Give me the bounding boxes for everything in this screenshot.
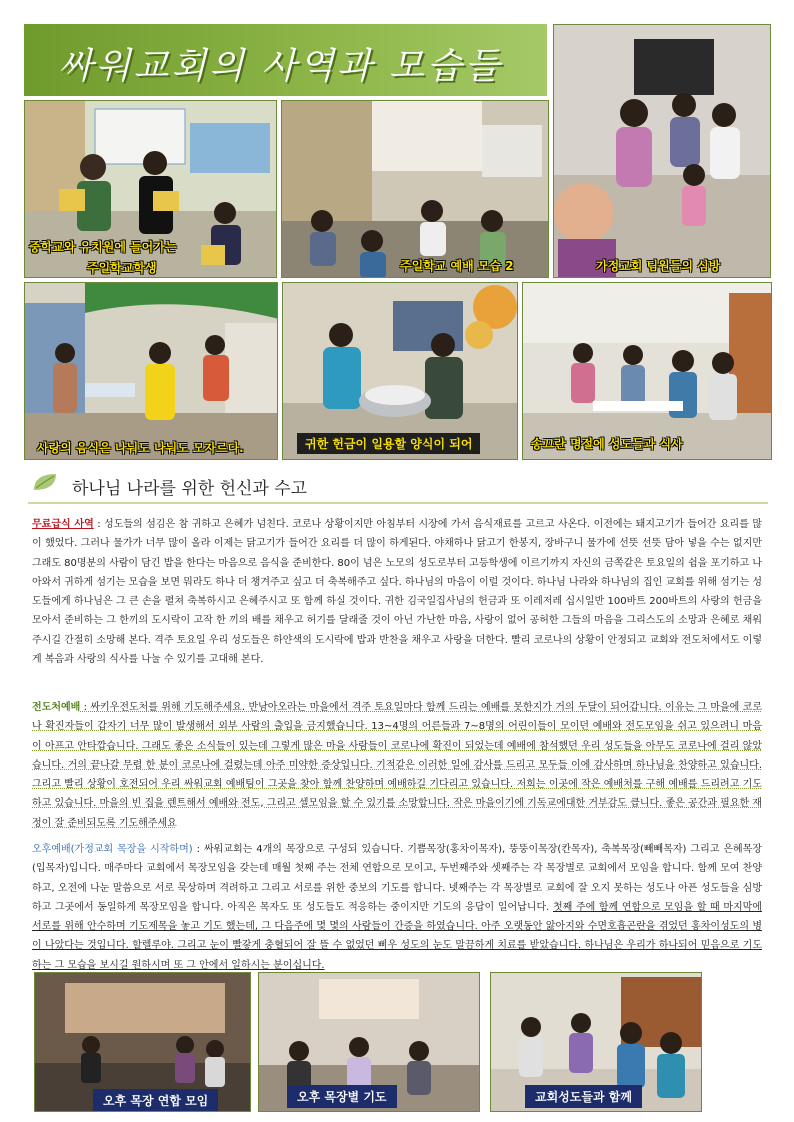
photo-house-church-visit xyxy=(553,24,771,278)
para-text: : 싸키우전도처를 위해 기도해주세요. 반남아오라는 마을에서 격주 토요일마다 함께 드리는 예배를 못한지가 거의 두달이 되어갑니다. 이유는 그 마을에 코로나 확진자들이 갑자기 너무 많이 발생해서 외부 사람의 출입을 금지했습니다. 13~4명의 어른들과 7~8명의 어린이들이 모이던 예배와 전도모임을 쉬고 있으려니 마음이 아프고 안타깝습니다. 그래도 좋은 소식들이 있는데 그렇게 많은 마을 사람들이 코로나에 확진이 되었는데 예배에 참석했던 우리 성도들을 아무도 코로나에 걸리 않았습니다. 거의 끝나갈 무렵 한 분이 코로나에 걸렸는데 아주 미약한 증상입니다. 기적같은 이러한 일에 감사를 드리고 모두들 이에 감사하며 하나님을 찬양하고 있습니다. 그리고 빨리 상황이 호전되어 우리 싸워교회 예배팀이 그곳을 찾아 함께 찬양하며 예배하길 기다리고 있습니다. 저희는 이곳에 작은 예배처를 구해 예배를 드리려고 기도하고 있습니다. 마을의 빈 집을 렌트해서 예배와 전도, 그리고 셀모임을 할 수 있기를 소망합니다. 작은 마을이기에 기독교에대한 거부감도 큽니다. 좋은 공간과 필요한 재정이 잘 준비되도록 기도해주세요 xyxy=(32,702,762,829)
photo-caption: 귀한 헌금이 일용할 양식이 되어 xyxy=(297,433,480,454)
photo-caption: 주일학교학생 xyxy=(87,261,157,275)
photo-sunday-school-worship xyxy=(281,100,549,278)
photo-caption: 송끄란 명절에 성도들과 식사 xyxy=(531,437,683,451)
para-label: 오후예배(가정교회 목장을 시작하며) xyxy=(32,844,193,855)
section-title: 하나님 나라를 위한 헌신과 수고 xyxy=(72,479,308,499)
photo-caption: 가정교회 팀원들의 심방 xyxy=(596,259,721,273)
photo-caption: 사랑의 음식은 나눠도 나눠도 모자르다. xyxy=(37,441,244,455)
photo-caption: 교회성도들과 함께 xyxy=(525,1085,642,1108)
photo-offering-to-food xyxy=(282,282,518,460)
photo-caption: 주일학교 예배 모습 2 xyxy=(400,259,514,273)
photo-caption: 오후 목장 연합 모임 xyxy=(93,1089,218,1112)
title-banner xyxy=(24,24,547,96)
page-title: 싸워교회의 사역과 모습들 xyxy=(58,46,503,87)
para-text: : 성도들의 섬김은 참 귀하고 은혜가 넘친다. 코로나 상황이지만 아침부터 시장에 가서 음식재료를 고르고 사온다. 이전에는 돼지고기가 들어간 요리를 많이 했었다. 그러나 물가가 너무 많이 올라 이제는 닭고기가 들어간 요리를 더 많이 하게된다. 야채하나 닭고기 한봉지, 장바구니 물가에 선뜻 선뜻 담아 넣을 수는 없지만 그래도 80명분의 사람이 담긴 밥을 한다는 마음으로 음식을 준비한다. 80이 넘은 노모의 성도로부터 고등학생에 이르기까지 자신의 금쪽같은 토요일의 쉼을 포기하고 나아와서 귀하게 섬기는 모습을 보면 뭐라도 하나 더 챙겨주고 싶고 더 축복해주고 싶다. 하나님의 마음이 이럴 것이다. 하나님 나라와 하나님의 집인 교회를 위해 섬기는 성도들에게 하나님은 그 큰 손을 펼쳐 축복하시고 은혜주시고 또 함께 하실 것이다. 귀한 김국일집사님의 헌금과 또 이레저레 십시일반 100바트 200바트의 사랑의 헌금을 모아서 준비하는 그 한끼의 도시락이 고작 한 끼의 배를 채우고 허기를 달래줄 것이 아닌 가난한 마음, 사랑이 없어 공허한 그들의 마음을 그리스도의 소망과 은혜로 채워주시길 간절히 소망해 본다. 격주 토요일 우리 성도들은 하얀색의 도시락에 밥과 반찬을 채우고 사랑을 더한다. 빨리 코로나의 상황이 안정되고 교회와 전도처에서도 이렇게 복음과 사랑의 식사를 나눌 수 있기를 고대해 본다. xyxy=(32,519,762,666)
para-text: : 싸워교회는 4개의 목장으로 구성되 있습니다. 기쁨목장(홍차이목자), 뚱뚱이목장(칸목자), 축복목장(빼빼목자) 그리고 은혜목장(입목자)입니다. 매주마다 교회에서 목장모임을 갖는데 매월 첫째 주는 전체 연합으로 모이고, 두번째주와 셋째주는 각 목장별로 교회에서 모임을 합니다. 함께 모여 찬양하고, 오전에 나눈 말씀으로 서로 묵상하며 격려하고 그리고 서로를 위한 중보의 기도를 합니다. 넷째주는 각 목장별로 교회에 잘 오지 못하는 성도나 아픈 성도들을 심방하고 그곳에서 동일하게 목장모임을 합니다. 아직은 목자도 또 성도들도 적응하는 중이지만 기도의 응답이 일어납니다. xyxy=(32,844,762,913)
photo-caption: 중학교와 유치원에 들어가는 xyxy=(29,240,177,254)
para-label: 전도처예배 xyxy=(32,702,81,713)
paragraph-free-meal-ministry xyxy=(32,515,762,669)
photo-afternoon-cell-prayer xyxy=(258,972,480,1112)
photo-afternoon-cell-joint xyxy=(34,972,251,1112)
para-text-underlined: 첫째 주에 함께 연합으로 모임을 할 때 마지막에 서로를 위해 안수하며 기도제목을 놓고 기도 했는데, 그 다음주에 몇 몇의 사람들이 간증을 하였습니다. 아주 오랫동안 앓아지와 수면호흡곤란을 겪었던 홍차이성도의 병이 나았다는 것입니다. 할렐루야. 그리고 눈이 빨갛게 충혈되어 잘 뜰 수 없었던 삐우 성도의 눈도 말끔하게 치료를 받았습니다. 하나님은 우리가 하나되어 믿음으로 기도하는 그 모습을 보시길 원하시며 또 그 안에서 일하시는 분이십니다. xyxy=(32,901,762,971)
leaf-icon xyxy=(32,472,58,492)
photo-caption: 오후 목장별 기도 xyxy=(287,1085,397,1108)
section-heading xyxy=(28,470,768,504)
photo-sunday-school-students xyxy=(24,100,277,278)
para-label: 무료급식 사역 xyxy=(32,519,94,530)
photo-songkran-meal xyxy=(522,282,772,460)
paragraph-afternoon-worship xyxy=(32,840,762,975)
photo-food-sharing xyxy=(24,282,278,460)
photo-with-church-members xyxy=(490,972,702,1112)
paragraph-mission-worship xyxy=(32,698,762,833)
